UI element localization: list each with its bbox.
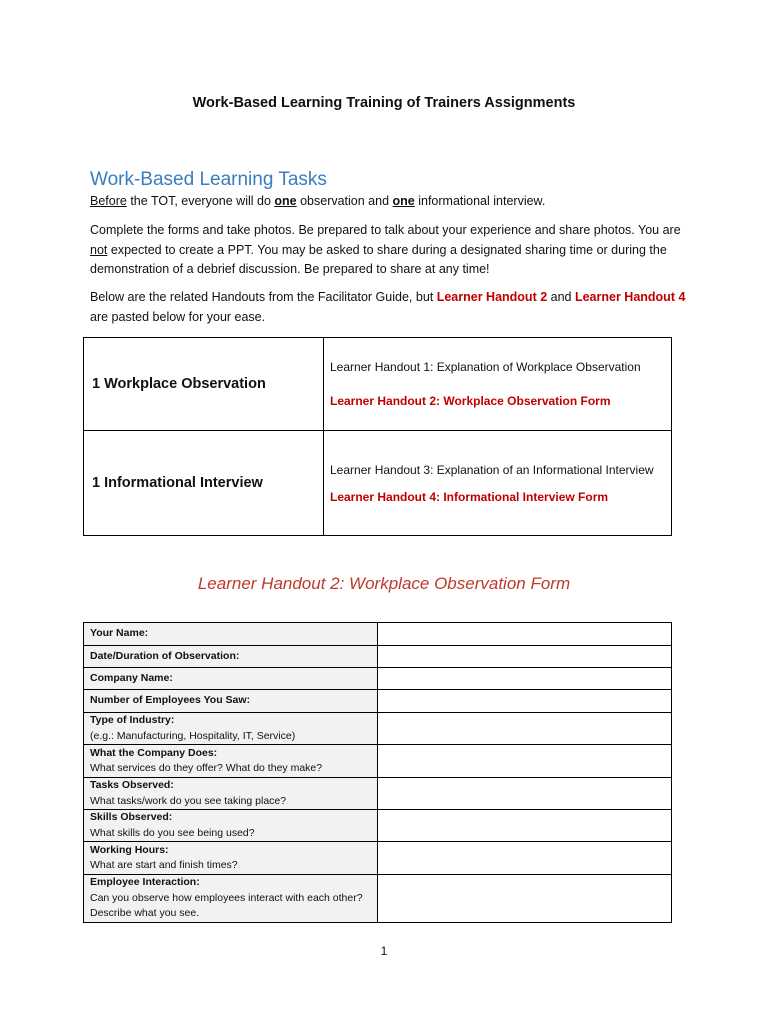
not-word: not <box>90 242 108 257</box>
form-hint: (e.g.: Manufacturing, Hospitality, IT, Service) <box>90 729 296 742</box>
para3-text-c: are pasted below for your ease. <box>90 309 266 324</box>
form-value-cell[interactable] <box>378 668 672 690</box>
page-number: 1 <box>380 944 388 958</box>
table-row <box>84 623 672 646</box>
form-value-cell[interactable] <box>378 875 672 923</box>
form-heading: Learner Handout 2: Workplace Observation Form <box>197 574 571 593</box>
document-title: Work-Based Learning Training of Trainers Assignments <box>192 95 576 111</box>
task-cell: 1 Workplace Observation <box>84 338 324 431</box>
form-label: Number of Employees You Saw: <box>90 694 251 707</box>
table-row <box>84 875 672 923</box>
form-label: Date/Duration of Observation: <box>90 649 240 662</box>
handout-line: Learner Handout 1: Explanation of Workplace Observation <box>330 360 641 374</box>
para2-text-b: expected to create a PPT. You may be asked to share during a designated sharing time or during the demonstration of a debrief discussion. Be prepared to share at any time! <box>90 242 667 276</box>
form-label: Working Hours: <box>90 843 169 856</box>
para1-text-a: the TOT, everyone will do <box>126 194 275 208</box>
one-observation-word: one <box>274 194 297 208</box>
form-label-cell <box>84 646 378 668</box>
form-value-cell[interactable] <box>378 745 672 778</box>
form-label: Skills Observed: <box>90 811 173 823</box>
table-row <box>84 842 672 875</box>
form-value-cell[interactable] <box>378 713 672 745</box>
form-value-cell[interactable] <box>378 778 672 810</box>
para1-text-b: observation and <box>296 194 393 208</box>
observation-form-table <box>83 622 672 923</box>
form-hint: Can you observe how employees interact with each other? Describe what you see. <box>90 891 363 920</box>
table-row <box>84 690 672 713</box>
form-label-cell <box>84 668 378 690</box>
section-heading: Work-Based Learning Tasks <box>90 169 327 190</box>
para3-text-a: Below are the related Handouts from the Facilitator Guide, but <box>90 290 437 304</box>
form-value-cell[interactable] <box>378 842 672 875</box>
handout-form-line: Learner Handout 2: Workplace Observation Form <box>330 394 611 408</box>
form-label: Type of Industry: <box>90 714 175 726</box>
intro-paragraph <box>90 192 690 212</box>
para3-text-b: and <box>547 290 575 304</box>
form-value-cell[interactable] <box>378 810 672 842</box>
handout-cell <box>324 338 672 431</box>
instructions-paragraph <box>90 221 690 280</box>
form-label-cell <box>84 810 378 842</box>
form-label: Employee Interaction: <box>90 876 200 889</box>
form-label: Company Name: <box>90 671 173 684</box>
handout-cell <box>324 431 672 536</box>
form-value-cell[interactable] <box>378 690 672 713</box>
form-hint: What tasks/work do you see taking place? <box>90 794 287 807</box>
form-label-cell <box>84 842 378 875</box>
table-row <box>84 778 672 810</box>
form-label-cell <box>84 713 378 745</box>
handout-line: Learner Handout 3: Explanation of an Informational Interview <box>330 462 654 477</box>
handout-form-line: Learner Handout 4: Informational Interview Form <box>330 489 609 504</box>
form-hint: What are start and finish times? <box>90 859 238 871</box>
one-interview-word: one <box>392 194 415 208</box>
form-label-cell <box>84 623 378 646</box>
handouts-table <box>83 337 672 536</box>
form-label-cell <box>84 690 378 713</box>
form-value-cell[interactable] <box>378 646 672 668</box>
form-label: Tasks Observed: <box>90 779 174 791</box>
para2-text-a: Complete the forms and take photos. Be prepared to talk about your experience and share photos. You are <box>90 223 681 237</box>
task-cell: 1 Informational Interview <box>84 431 324 536</box>
form-hint: What skills do you see being used? <box>90 826 255 839</box>
form-label: What the Company Does: <box>90 746 218 759</box>
before-word: Before <box>90 194 127 208</box>
form-label: Your Name: <box>90 627 149 640</box>
table-row <box>84 713 672 745</box>
form-label-cell <box>84 875 378 923</box>
table-row <box>84 431 672 536</box>
table-row <box>84 745 672 778</box>
table-row <box>84 646 672 668</box>
form-label-cell <box>84 778 378 810</box>
learner-handout-2-reference: Learner Handout 2 <box>436 290 548 304</box>
form-value-cell[interactable] <box>378 623 672 646</box>
handouts-paragraph <box>90 288 690 327</box>
learner-handout-4-reference: Learner Handout 4 <box>574 290 686 304</box>
para1-text-c: informational interview. <box>414 194 546 208</box>
form-hint: What services do they offer? What do they make? <box>90 762 323 774</box>
form-label-cell <box>84 745 378 778</box>
table-row <box>84 338 672 431</box>
table-row <box>84 810 672 842</box>
table-row <box>84 668 672 690</box>
